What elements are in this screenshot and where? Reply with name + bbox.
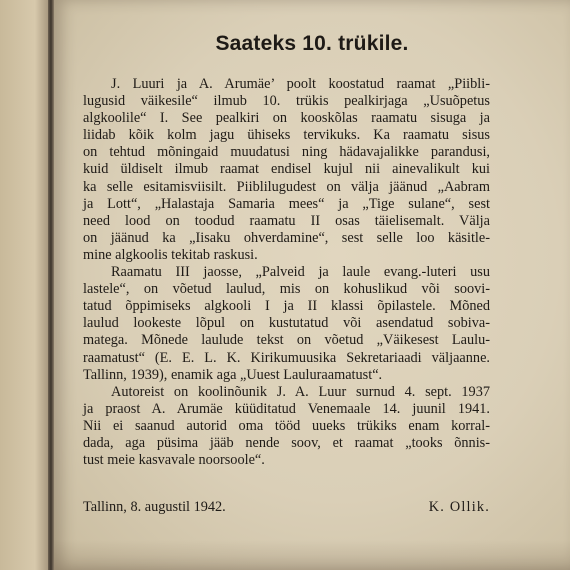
text-line: tatud õppimiseks algkooli I ja II klassi õpilastele. Mõned <box>83 298 490 315</box>
text-line: on jäänud ka „Iisaku ohverdamine“, sest selle loo käsitle- <box>83 229 490 246</box>
text-line: raamatust“ (E. E. L. K. Kirikumuusika Sekretariaadi väljaanne. <box>83 349 490 366</box>
text-line: tust meie kasvavale noorsoole“. <box>83 452 265 469</box>
text-line: lastele“, on võetud laulud, mis on kohuslikud või soovi- <box>83 281 490 298</box>
page-shadow <box>54 540 570 570</box>
text-line: mine algkoolis tekitab raskusi. <box>83 246 258 263</box>
text-line: on tehtud mõningaid muudatusi ning hädavajalikke parandusi, <box>83 144 490 161</box>
text-line: ka selle esitamisviisilt. Piiblilugudest on välja jäänud „Aabram <box>83 178 490 195</box>
text-line: ja Lott“, „Halastaja Samaria mees“ ja „Tige sulane“, sest <box>83 195 490 212</box>
text-line: need lood on toodud raamatu II osas täielisemalt. Välja <box>83 212 490 229</box>
text-line: liidab kõik kolm jagu ühiseks tervikuks. Ka raamatu sisus <box>83 127 490 144</box>
text-line: Nii ei saanud autorid oma tööd uueks trükiks enam korral- <box>83 417 490 434</box>
text-line: Autoreist on koolinõunik J. A. Luur surnud 4. sept. 1937 <box>111 383 490 400</box>
page-title: Saateks 10. trükile. <box>215 32 409 55</box>
text-line: Tallinn, 1939), enamik aga „Uuest Lauluraamatust“. <box>83 366 383 383</box>
text-line: laulud lookeste lõpul on kustutatud või asendatud sobiva- <box>83 315 490 332</box>
place-date: Tallinn, 8. augustil 1942. <box>83 499 226 515</box>
text-line: ja praost A. Arumäe küüditatud Venemaale 14. juunil 1941. <box>83 400 490 417</box>
left-page-edge <box>0 0 50 570</box>
text-line: algkoolile“ I. See pealkiri on kooskõlas raamatu sisuga ja <box>83 110 490 127</box>
text-line: matega. Mõnede laulude tekst on võetud „Väikesest Laulu- <box>83 332 490 349</box>
text-line: dada, aga püsima jääb nende soov, et raamat „tooks õnnis- <box>83 434 490 451</box>
author-signature: K. Ollik. <box>428 499 490 515</box>
text-line: lugusid väikesile“ ilmub 10. trükis pealkirjaga „Usuõpetus <box>83 93 490 110</box>
text-line: J. Luuri ja A. Arumäe’ poolt koostatud raamat „Piibli- <box>111 76 490 92</box>
preface-text <box>83 76 490 469</box>
text-line: Raamatu III jaosse, „Palveid ja laule evang.-luteri usu <box>111 264 490 281</box>
text-line: kuid üldiselt ilmub raamat endisel kujul nii ainevalikult kui <box>83 161 490 178</box>
